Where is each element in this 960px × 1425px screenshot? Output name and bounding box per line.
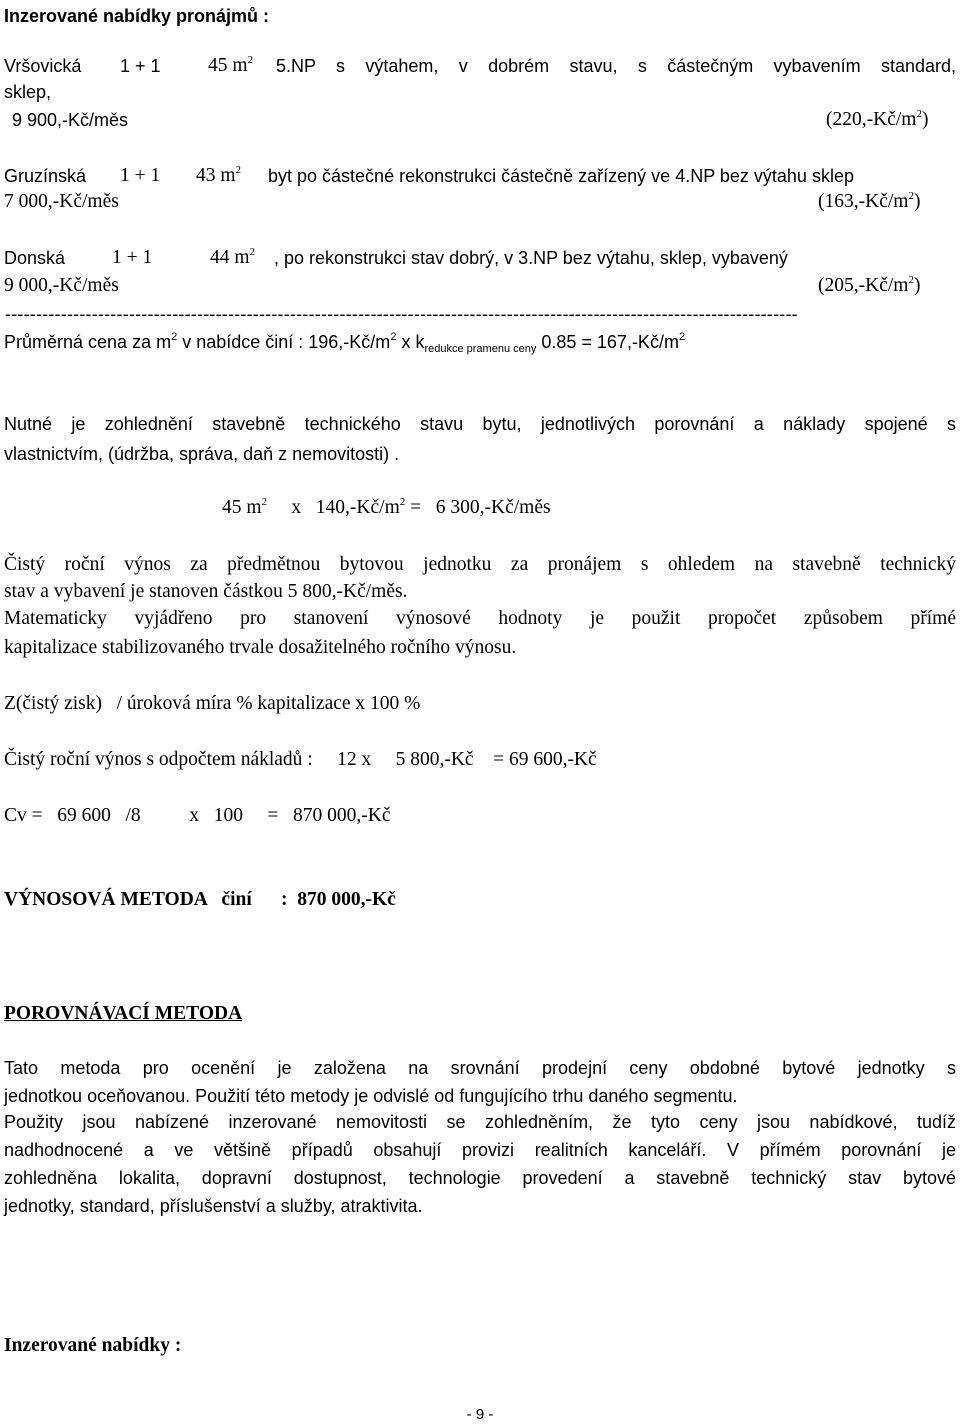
income-paragraph-line: stav a vybavení je stanoven částkou 5 800,-Kč/měs.: [4, 581, 408, 602]
listing-street: Gruzínská: [4, 166, 87, 186]
listing-rooms: 1 + 1: [120, 56, 161, 76]
listing-description: , po rekonstrukci stav dobrý, v 3.NP bez výtahu, sklep, vybavený: [274, 248, 788, 268]
comparison-paragraph-line: nadhodnocené a ve většině případů obsahují provizi realitních kanceláří. V přímém porovnání je: [4, 1140, 956, 1160]
listing-unit-price: $(163,-Kč/m^2)$: [818, 190, 921, 212]
capitalized-value-line: Cv = 69 600 /8 x 100 = 870 000,-Kč: [4, 805, 391, 826]
listing-area: 43 $m^2$: [196, 164, 242, 186]
rent-calculation: 45 $m^2$ x $140,-Kč/m^2 = 6$ 300,-Kč/měs: [222, 496, 551, 518]
capitalization-formula: Z(čistý zisk) / úroková míra % kapitalizace x 100 %: [4, 693, 421, 714]
income-paragraph-line: Matematicky vyjádřeno pro stanovení výnosové hodnoty je použit propočet způsobem přímé: [4, 608, 956, 629]
listing-unit-price: $(205,-Kč/m^2)$: [818, 274, 921, 296]
listing-price: 9 000,-Kč/měs: [4, 275, 119, 296]
listing-rooms: 1 + 1: [120, 165, 161, 186]
section-heading-offers: Inzerované nabídky :: [4, 1335, 182, 1356]
comparison-paragraph-line: jednotky, standard, příslušenství a služby, atraktivita.: [4, 1196, 423, 1216]
note-paragraph-line: Nutné je zohlednění stavebně technického stavu bytu, jednotlivých porovnání a náklady spojené s: [4, 414, 956, 434]
listing-area: 45 $m^2$: [208, 54, 254, 76]
dashed-separator: --------------------------------------------------------------------------------------------------------------------------------: [5, 304, 798, 324]
listing-street: Donská: [4, 248, 66, 268]
page-number: - 9 -: [466, 1406, 494, 1423]
listing-street: Vršovická: [4, 56, 82, 76]
listing-description-cont: sklep,: [4, 82, 52, 102]
listing-description: byt po částečné rekonstrukci částečně zařízený ve 4.NP bez výtahu sklep: [268, 166, 854, 186]
comparison-paragraph-line: jednotkou oceňovanou. Použití této metody je odvislé od fungujícího trhu daného segmentu.: [4, 1086, 738, 1106]
net-income-line: Čistý roční výnos s odpočtem nákladů : 12 x 5 800,-Kč = 69 600,-Kč: [4, 749, 597, 770]
listing-price: 9 900,-Kč/měs: [12, 110, 129, 130]
income-paragraph-line: kapitalizace stabilizovaného trvale dosažitelného ročního výnosu.: [4, 637, 517, 658]
yield-method-result: VÝNOSOVÁ METODA činí : 870 000,-Kč: [4, 889, 396, 910]
section-heading-rental-offers: Inzerované nabídky pronájmů :: [4, 6, 270, 26]
comparison-paragraph-line: Tato metoda pro ocenění je založena na srovnání prodejní ceny obdobné bytové jednotky s: [4, 1058, 956, 1078]
comparison-paragraph-line: Použity jsou nabízené inzerované nemovitosti se zohledněním, že tyto ceny jsou nabídkové, tudíž: [4, 1112, 956, 1132]
average-price-line: Průměrná cena za $m^2$ v nabídce činí : $196,-Kč/m^2$ x $k_{redukce pramenu ceny}$ $0.85 = 167,-Kč/m^2$: [4, 331, 686, 355]
comparison-paragraph-line: zohledněna lokalita, dopravní dostupnost, technologie provedení a stavebně technický stav bytové: [4, 1168, 956, 1188]
listing-price: 7 000,-Kč/měs: [4, 191, 119, 212]
listing-unit-price: $(220,-Kč/m^2)$: [826, 108, 929, 130]
listing-description: 5.NP s výtahem, v dobrém stavu, s částečným vybavením standard,: [276, 56, 956, 76]
note-paragraph-line: vlastnictvím, (údržba, správa, daň z nemovitosti) .: [4, 444, 400, 464]
income-paragraph-line: Čistý roční výnos za předmětnou bytovou jednotku za pronájem s ohledem na stavebně technický: [4, 554, 956, 575]
listing-rooms: 1 + 1: [112, 247, 153, 268]
listing-area: 44 $m^2$: [210, 246, 256, 268]
section-heading-comparison-method: POROVNÁVACÍ METODA: [4, 1003, 243, 1024]
